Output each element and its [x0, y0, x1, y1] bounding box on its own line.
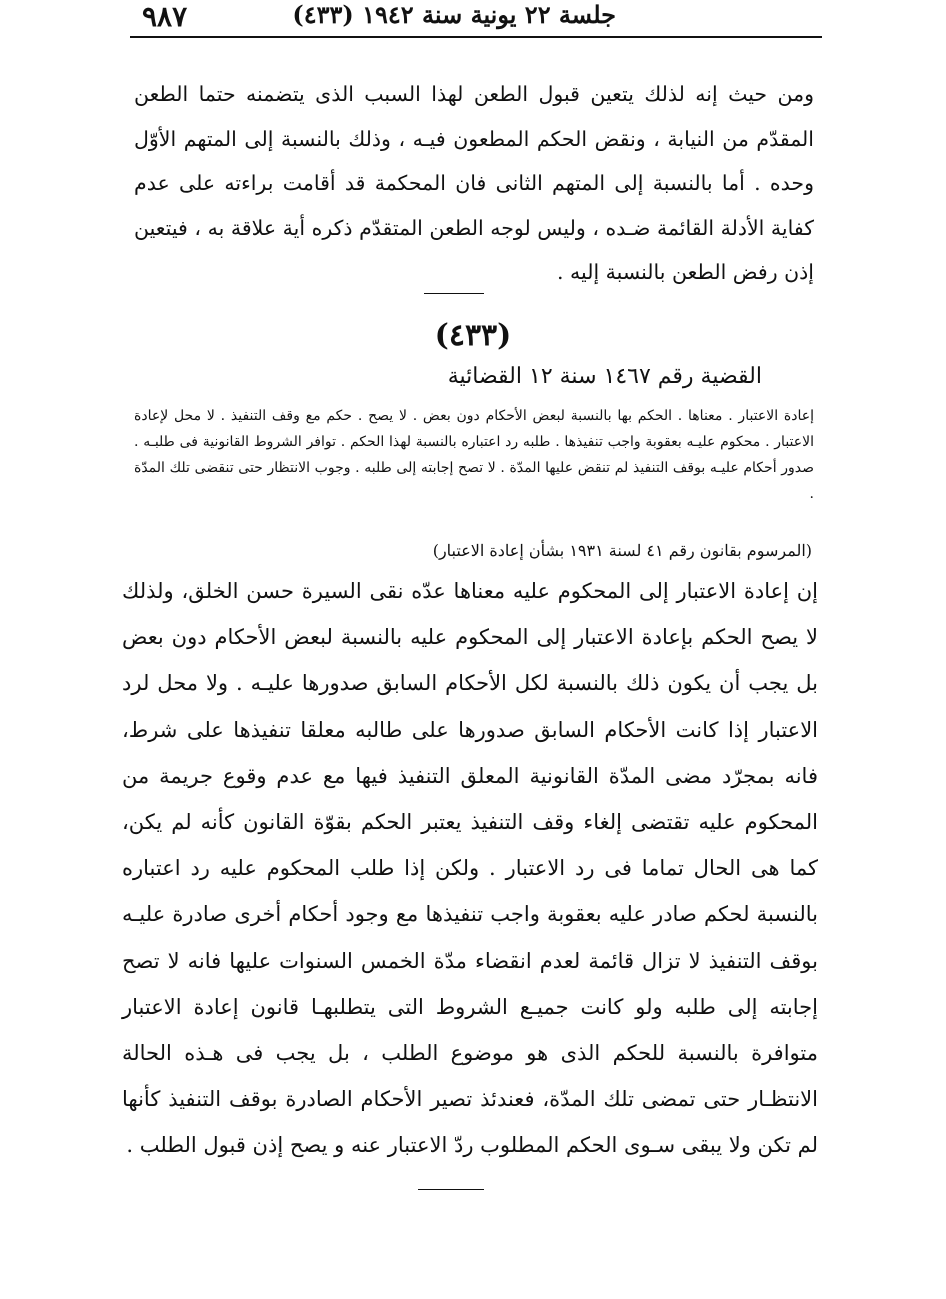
case-reference: القضية رقم ١٤٦٧ سنة ١٢ القضائية [447, 364, 762, 389]
law-reference: (المرسوم بقانون رقم ٤١ لسنة ١٩٣١ بشأن إعادة الاعتبار) [432, 541, 812, 560]
section-divider [424, 293, 484, 294]
case-body-paragraph: إن إعادة الاعتبار إلى المحكوم عليه معناها عدّه نقى السيرة حسن الخلق، ولذلك لا يصح الحكم بإعادة الاعتبار إلى المحكوم عليه بالنسبة لبعض الأحكام دون بعض بل يجب أن يكون ذلك بالنسبة لكل الأحكام السابق صدورها عليـه . ولا محل لرد الاعتبار إذا كانت الأحكام السابق صدورها على طالبه معلقا تنفيذها على شرط، فانه بمجرّد مضى المدّة القانونية المعلق التنفيذ فيها مع عدم وقوع جريمة من المحكوم عليه تقتضى إلغاء وقف التنفيذ يعتبر الحكم بقوّة القانون كأنه لم يكن، كما هى الحال تماما فى رد الاعتبار . ولكن إذا طلب المحكوم عليه رد اعتباره بالنسبة لحكم صادر عليه بعقوبة واجب تنفيذها مع وجود أحكام أخرى صادرة عليـه بوقف التنفيذ لا تزال قائمة لعدم انقضاء مدّة الخمس السنوات عليها فانه لا تصح إجابته إلى طلبه ولو كانت جميـع الشروط التى يتطلبهـا قانون إعادة الاعتبار متوافرة بالنسبة للحكم الذى هو موضوع الطلب ، بل يجب فى هـذه الحالة الانتظـار حتى تمضى تلك المدّة، فعندئذ تصير الأحكام الصادرة بوقف التنفيذ كأنها لم تكن ولا يبقى سـوى الحكم المطلوب ردّ الاعتبار عنه و يصح إذن قبول الطلب . [122, 579, 818, 1158]
case-number: (٤٣٣) [434, 318, 512, 353]
page-header [130, 0, 822, 38]
running-title: جلسة ٢٢ يونية سنة ١٩٤٢ (٤٣٣) [292, 0, 616, 29]
previous-case-paragraph: ومن حيث إنه لذلك يتعين قبول الطعن لهذا السبب الذى يتضمنه حتما الطعن المقدّم من النيابة ، ونقض الحكم المطعون فيـه ، وذلك بالنسبة إلى المتهم الأوّل وحده . أما بالنسبة إلى المتهم الثانى فان المحكمة قد أقامت براءته على عدم كفاية الأدلة القائمة ضـده ، وليس لوجه الطعن المتقدّم ذكره أية علاقة به ، فيتعين إذن رفض الطعن بالنسبة إليه . [134, 82, 814, 284]
page-number: ٩٨٧ [142, 0, 188, 33]
case-headnote: إعادة الاعتبار . معناها . الحكم بها بالنسبة لبعض الأحكام دون بعض . لا يصح . حكم مع وقف التنفيذ . لا محل لإعادة الاعتبار . محكوم عليـه بعقوبة واجب تنفيذها . طلبه رد اعتباره بالنسبة لهذا الحكم . توافر الشروط القانونية فى طلبـه . صدور أحكام عليـه بوقف التنفيذ لم تنقض عليها المدّة . لا تصح إجابته إلى طلبه . وجوب الانتظار حتى تنقضى تلك المدّة . [134, 408, 815, 502]
end-divider [418, 1189, 484, 1190]
